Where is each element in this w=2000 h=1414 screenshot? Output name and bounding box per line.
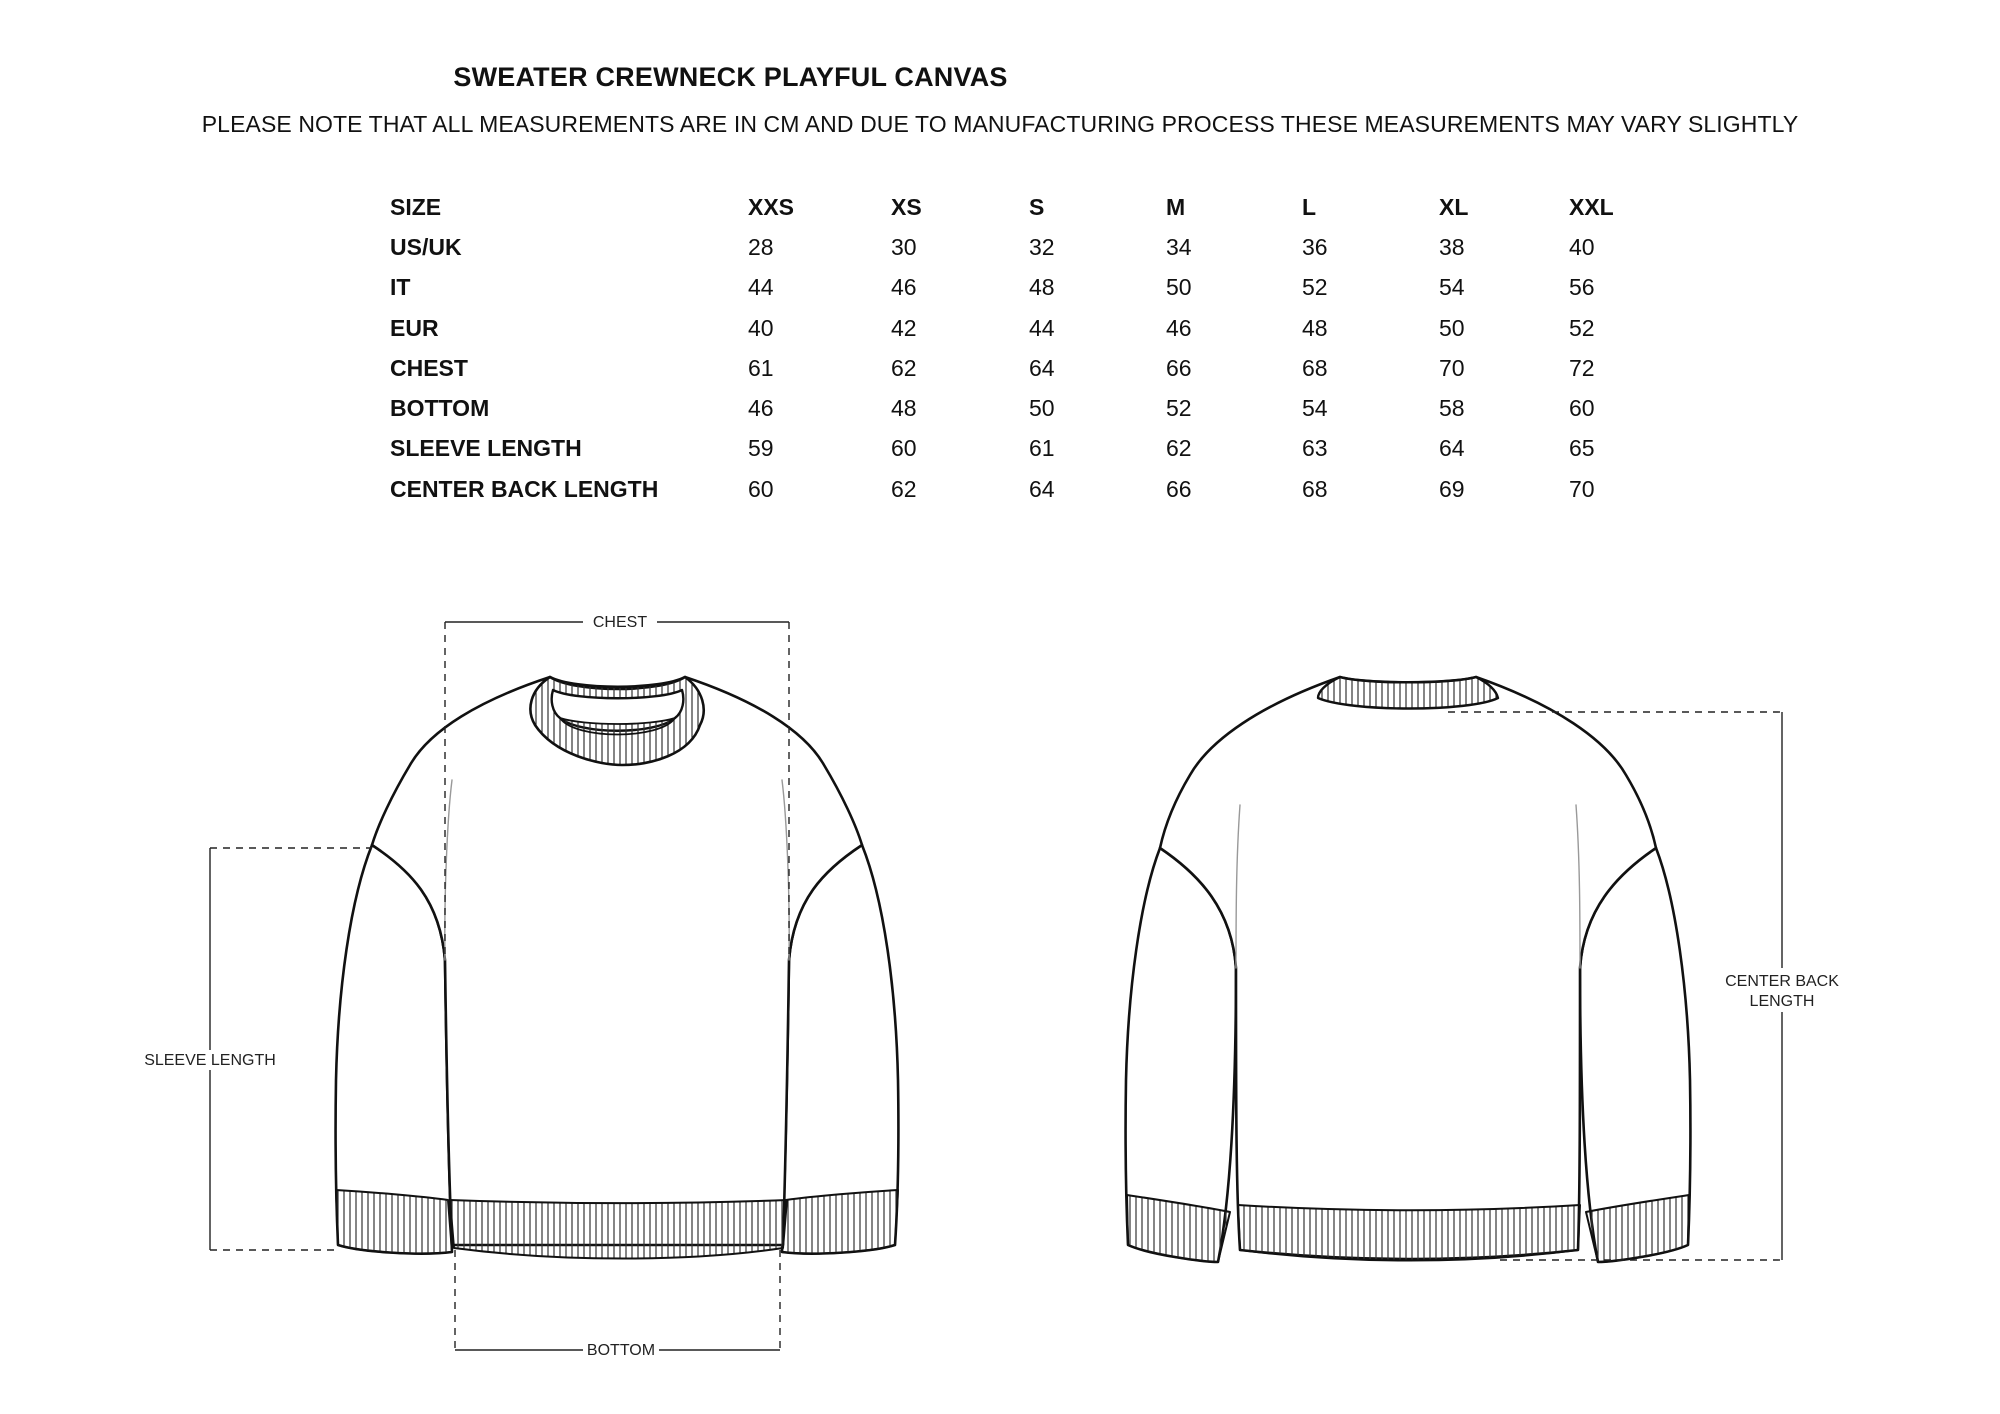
front-right-cuff: [782, 1190, 898, 1254]
table-cell: 56: [1569, 274, 1595, 301]
table-cell: 50: [1029, 395, 1055, 422]
front-view: [336, 677, 899, 1259]
size-header-cell: S: [1029, 193, 1045, 220]
table-cell: 68: [1302, 475, 1328, 502]
table-cell: 70: [1569, 475, 1595, 502]
table-cell: 64: [1439, 435, 1465, 462]
table-cell: 60: [1569, 395, 1595, 422]
table-cell: 46: [1166, 314, 1192, 341]
table-cell: 46: [748, 395, 774, 422]
table-cell: 61: [748, 354, 774, 381]
table-cell: 48: [1029, 274, 1055, 301]
table-cell: 59: [748, 435, 774, 462]
table-cell: 52: [1569, 314, 1595, 341]
center-back-label-line2: LENGTH: [1749, 993, 1815, 1010]
size-header-label: SIZE: [390, 193, 442, 220]
row-label: SLEEVE LENGTH: [390, 435, 582, 462]
table-cell: 34: [1166, 233, 1192, 260]
size-header-cell: XXS: [748, 193, 795, 220]
table-cell: 44: [748, 274, 774, 301]
table-cell: 64: [1029, 354, 1055, 381]
center-back-label-line1: CENTER BACK: [1725, 973, 1839, 990]
chest-label: CHEST: [592, 614, 648, 631]
table-cell: 52: [1166, 395, 1192, 422]
size-header-cell: M: [1166, 193, 1186, 220]
table-cell: 66: [1166, 354, 1192, 381]
table-cell: 63: [1302, 435, 1328, 462]
row-label: CHEST: [390, 354, 468, 381]
table-cell: 60: [891, 435, 917, 462]
table-cell: 52: [1302, 274, 1328, 301]
table-cell: 62: [891, 475, 917, 502]
table-cell: 60: [748, 475, 774, 502]
table-cell: 32: [1029, 233, 1055, 260]
table-cell: 64: [1029, 475, 1055, 502]
table-cell: 70: [1439, 354, 1465, 381]
chart-title: SWEATER CREWNECK PLAYFUL CANVAS: [453, 62, 1008, 92]
table-cell: 50: [1439, 314, 1465, 341]
size-header-cell: XXL: [1569, 193, 1614, 220]
size-header-cell: L: [1302, 193, 1317, 220]
row-label: US/UK: [390, 233, 462, 260]
back-hem-rib: [1238, 1205, 1580, 1261]
row-label: EUR: [390, 314, 439, 341]
front-left-cuff: [336, 1190, 452, 1254]
table-cell: 62: [1166, 435, 1192, 462]
table-cell: 61: [1029, 435, 1055, 462]
row-label: CENTER BACK LENGTH: [390, 475, 659, 502]
back-view: [1126, 677, 1691, 1262]
table-cell: 36: [1302, 233, 1328, 260]
measurement-note: PLEASE NOTE THAT ALL MEASUREMENTS ARE IN CM AND DUE TO MANUFACTURING PROCESS THESE MEASUREMENTS MAY VARY SLIGHTLY: [201, 111, 1799, 137]
table-cell: 30: [891, 233, 917, 260]
table-cell: 44: [1029, 314, 1055, 341]
table-cell: 48: [891, 395, 917, 422]
table-cell: 68: [1302, 354, 1328, 381]
row-label: IT: [390, 274, 411, 301]
table-cell: 46: [891, 274, 917, 301]
table-cell: 69: [1439, 475, 1465, 502]
table-cell: 40: [1569, 233, 1595, 260]
table-cell: 28: [748, 233, 774, 260]
back-neck-band: [1318, 677, 1498, 709]
table-cell: 54: [1439, 274, 1465, 301]
size-header-cell: XS: [891, 193, 922, 220]
table-cell: 42: [891, 314, 917, 341]
table-cell: 40: [748, 314, 774, 341]
table-cell: 72: [1569, 354, 1595, 381]
table-cell: 50: [1166, 274, 1192, 301]
row-label: BOTTOM: [390, 395, 490, 422]
table-cell: 62: [891, 354, 917, 381]
sleeve-length-label: SLEEVE LENGTH: [144, 1052, 276, 1069]
table-cell: 66: [1166, 475, 1192, 502]
table-cell: 54: [1302, 395, 1328, 422]
table-cell: 58: [1439, 395, 1465, 422]
bottom-label: BOTTOM: [586, 1342, 656, 1359]
table-cell: 38: [1439, 233, 1465, 260]
size-header-cell: XL: [1439, 193, 1469, 220]
front-hem-rib: [450, 1200, 787, 1259]
table-cell: 65: [1569, 435, 1595, 462]
table-cell: 48: [1302, 314, 1328, 341]
